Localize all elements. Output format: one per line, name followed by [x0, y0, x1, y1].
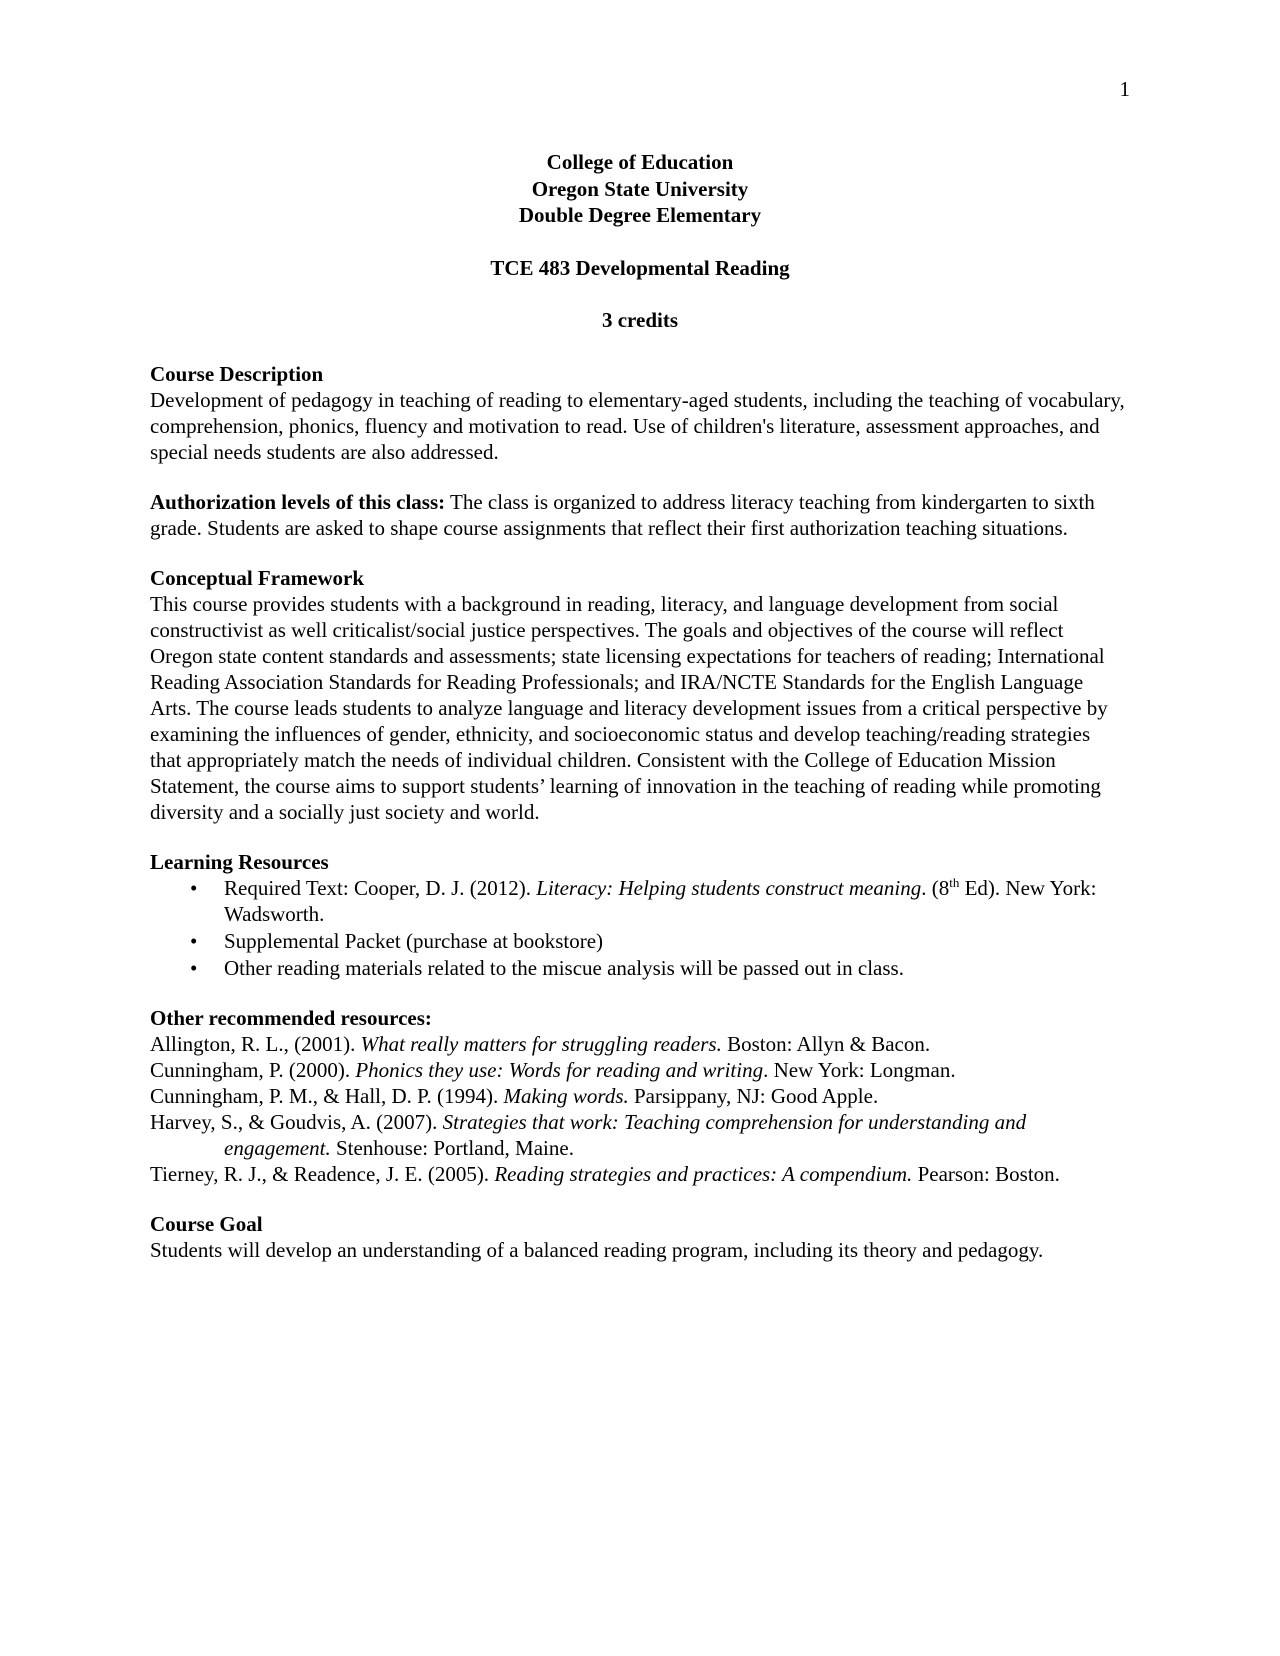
course-goal-heading: Course Goal	[150, 1212, 263, 1236]
course-description-heading: Course Description	[150, 362, 324, 386]
authorization-text: The class is organized to address literacy teaching from kindergarten to sixth grade. Students are asked to shape course assignments that reflect their first authorization teaching situations.	[150, 490, 1095, 540]
reference-entry: Cunningham, P. (2000). Phonics they use: Words for reading and writing. New York: Longman.	[150, 1058, 956, 1082]
other-resources-section	[150, 1005, 1125, 1187]
list-item: • Supplemental Packet (purchase at bookstore)	[190, 929, 604, 953]
reference-entry: Harvey, S., & Goudvis, A. (2007). Strategies that work: Teaching comprehension for understanding and engagement. Stenhouse: Portland, Maine.	[150, 1110, 1027, 1160]
course-description-text: Development of pedagogy in teaching of reading to elementary-aged students, including the teaching of vocabulary, comprehension, phonics, fluency and motivation to read. Use of children's literature, assessment approaches, and special needs students are also addressed.	[150, 388, 1125, 464]
learning-resources-section	[150, 849, 1125, 981]
list-item: • Other reading materials related to the miscue analysis will be passed out in class.	[190, 956, 904, 980]
learning-resources-heading: Learning Resources	[150, 850, 329, 874]
program-name: Double Degree Elementary	[518, 203, 762, 227]
university-name: Oregon State University	[531, 176, 749, 201]
conceptual-framework-section	[150, 565, 1125, 825]
reference-entry: Allington, R. L., (2001). What really matters for struggling readers. Boston: Allyn & Bacon.	[150, 1032, 931, 1056]
reference-entry: Cunningham, P. M., & Hall, D. P. (1994). Making words. Parsippany, NJ: Good Apple.	[150, 1084, 879, 1108]
authorization-paragraph	[150, 489, 1125, 541]
course-credits: 3 credits	[601, 308, 678, 332]
course-goal-text: Students will develop an understanding of a balanced reading program, including its theory and pedagogy.	[150, 1238, 1044, 1262]
conceptual-framework-text: This course provides students with a background in reading, literacy, and language development from social constructivist as well criticalist/social justice perspectives. The goals and objectives of the course will reflect Oregon state content standards and assessments; state licensing expectations for teachers of reading; International Reading Association Standards for Reading Professionals; and IRA/NCTE Standards for the English Language Arts. The course leads students to analyze language and literacy development issues from a critical perspective by examining the influences of gender, ethnicity, and socioeconomic status and develop teaching/reading strategies that appropriately match the needs of individual children. Consistent with the College of Education Mission Statement, the course aims to support students’ learning of innovation in the teaching of reading while promoting diversity and a socially just society and world.	[150, 592, 1108, 824]
learning-resources-list	[150, 875, 1125, 981]
course-title: TCE 483 Developmental Reading	[490, 255, 790, 280]
college-name: College of Education	[546, 150, 734, 174]
bullet-icon: •	[190, 956, 198, 980]
book-title: Literacy: Helping students construct meaning	[536, 876, 922, 900]
reference-entry: Tierney, R. J., & Readence, J. E. (2005). Reading strategies and practices: A compendium. Pearson: Boston.	[150, 1162, 1060, 1186]
bullet-icon: •	[190, 929, 198, 953]
conceptual-framework-heading: Conceptual Framework	[150, 566, 365, 590]
bullet-icon: •	[190, 876, 198, 900]
document-body	[150, 361, 1125, 1287]
document-header	[0, 149, 1280, 334]
page-number: 1	[1119, 77, 1130, 101]
course-goal-section	[150, 1211, 1125, 1263]
course-description-section	[150, 361, 1125, 465]
authorization-label: Authorization levels of this class:	[150, 490, 446, 514]
authorization-section	[150, 489, 1125, 541]
list-item: • Required Text: Cooper, D. J. (2012). Literacy: Helping students construct meaning. (8th Ed). New York: Wadsworth.	[190, 875, 1097, 926]
other-resources-heading: Other recommended resources:	[150, 1006, 432, 1030]
